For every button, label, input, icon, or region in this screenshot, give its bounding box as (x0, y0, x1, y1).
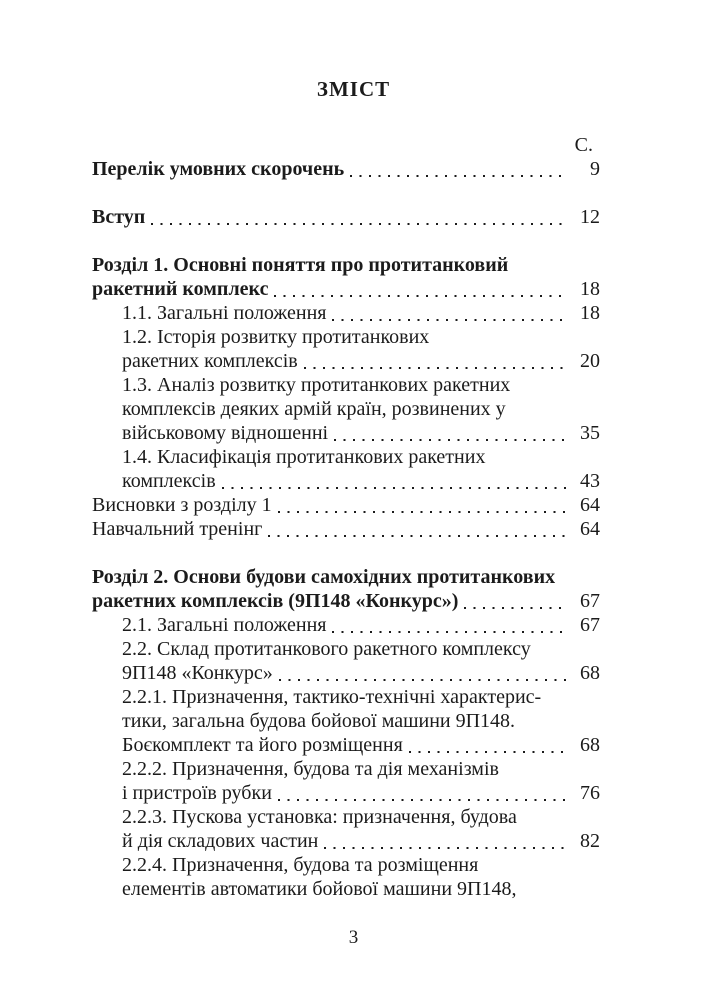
toc-line-text: тики, загальна будова бойової машини 9П148. (122, 710, 516, 732)
toc-line-text: 1.1. Загальні положення (122, 302, 327, 324)
toc-line (92, 589, 600, 613)
page-number: 3 (348, 927, 359, 948)
toc-entries (92, 157, 600, 901)
toc-line (92, 493, 600, 517)
toc-line (92, 349, 600, 373)
toc-line (92, 325, 600, 349)
dot-leader (304, 349, 567, 373)
toc-line-text: Перелік умовних скорочень (92, 158, 345, 180)
toc-line-text: елементів автоматики бойової машини 9П148, (122, 878, 517, 900)
toc-line (92, 397, 600, 421)
toc-content (92, 133, 600, 901)
toc-line-text: 9П148 «Конкурс» (122, 662, 273, 684)
page-column-header: С. (574, 134, 593, 156)
dot-leader (332, 613, 567, 637)
toc-line-text: 2.2.3. Пускова установка: призначення, будова (122, 806, 517, 828)
toc-line (92, 757, 600, 781)
toc-line-text: Висновки з розділу 1 (92, 494, 272, 516)
toc-line-text: 1.3. Аналіз розвитку протитанкових ракетних (122, 374, 511, 396)
toc-line (92, 565, 600, 589)
toc-line-text: й дія складових частин (122, 830, 319, 852)
dot-leader (334, 421, 567, 445)
dot-leader (151, 205, 567, 229)
toc-line-text: Розділ 2. Основи будови самохідних протитанкових (92, 566, 556, 588)
toc-line (92, 661, 600, 685)
toc-line-text: комплексів (122, 470, 216, 492)
toc-line-pagenum: 18 (580, 302, 600, 324)
dot-leader (278, 493, 567, 517)
toc-line-pagenum: 12 (580, 206, 600, 228)
toc-line-pagenum: 68 (580, 734, 600, 756)
page-column-header-row (92, 133, 600, 157)
toc-line-pagenum: 35 (580, 422, 600, 444)
dot-leader (332, 301, 567, 325)
toc-line-text: Навчальний тренінг (92, 518, 263, 540)
toc-line (92, 517, 600, 541)
toc-line (92, 301, 600, 325)
toc-line-text: ракетний комплекс (92, 278, 269, 300)
blank-line (92, 181, 600, 205)
toc-line (92, 877, 600, 901)
toc-line-text: 2.2.4. Призначення, будова та розміщення (122, 854, 479, 876)
toc-line-pagenum: 20 (580, 350, 600, 372)
toc-line (92, 829, 600, 853)
toc-line-text: 1.2. Історія розвитку протитанкових (122, 326, 430, 348)
toc-line (92, 421, 600, 445)
toc-line (92, 781, 600, 805)
page-title: ЗМІСТ (316, 77, 391, 101)
toc-line-text: 2.2. Склад протитанкового ракетного комплексу (122, 638, 531, 660)
dot-leader (274, 277, 567, 301)
toc-line-text: 2.1. Загальні положення (122, 614, 327, 636)
dot-leader (222, 469, 567, 493)
toc-line (92, 805, 600, 829)
toc-line-pagenum: 9 (590, 158, 600, 180)
toc-line (92, 445, 600, 469)
dot-leader (464, 589, 567, 613)
toc-line-text: 2.2.2. Призначення, будова та дія механізмів (122, 758, 499, 780)
toc-line-text: 1.4. Класифікація протитанкових ракетних (122, 446, 486, 468)
blank-line (92, 541, 600, 565)
toc-line (92, 205, 600, 229)
toc-line (92, 853, 600, 877)
toc-line-pagenum: 68 (580, 662, 600, 684)
toc-line (92, 373, 600, 397)
toc-line-pagenum: 18 (580, 278, 600, 300)
toc-line-text: комплексів деяких армій країн, розвинених у (122, 398, 506, 420)
toc-line (92, 253, 600, 277)
toc-line (92, 733, 600, 757)
toc-line-pagenum: 64 (580, 518, 600, 540)
toc-line-text: Вступ (92, 206, 146, 228)
toc-line-text: військовому відношенні (122, 422, 329, 444)
toc-line-text: і пристроїв рубки (122, 782, 272, 804)
toc-line (92, 709, 600, 733)
dot-leader (409, 733, 567, 757)
toc-line-pagenum: 67 (580, 590, 600, 612)
toc-line-pagenum: 64 (580, 494, 600, 516)
toc-line (92, 277, 600, 301)
dot-leader (324, 829, 567, 853)
toc-line-text: ракетних комплексів (9П148 «Конкурс») (92, 590, 459, 612)
toc-line-pagenum: 43 (580, 470, 600, 492)
dot-leader (279, 661, 567, 685)
dot-leader (350, 157, 567, 181)
dot-leader (278, 781, 567, 805)
toc-line-pagenum: 67 (580, 614, 600, 636)
blank-line (92, 229, 600, 253)
toc-line-pagenum: 76 (580, 782, 600, 804)
toc-line-text: Розділ 1. Основні поняття про протитанковий (92, 254, 509, 276)
toc-line (92, 469, 600, 493)
toc-line-text: Боєкомплект та його розміщення (122, 734, 403, 756)
dot-leader (268, 517, 567, 541)
toc-line-pagenum: 82 (580, 830, 600, 852)
toc-line (92, 685, 600, 709)
toc-line-text: 2.2.1. Призначення, тактико-технічні характерис- (122, 686, 542, 708)
toc-line (92, 613, 600, 637)
toc-line (92, 637, 600, 661)
toc-line (92, 157, 600, 181)
toc-line-text: ракетних комплексів (122, 350, 298, 372)
